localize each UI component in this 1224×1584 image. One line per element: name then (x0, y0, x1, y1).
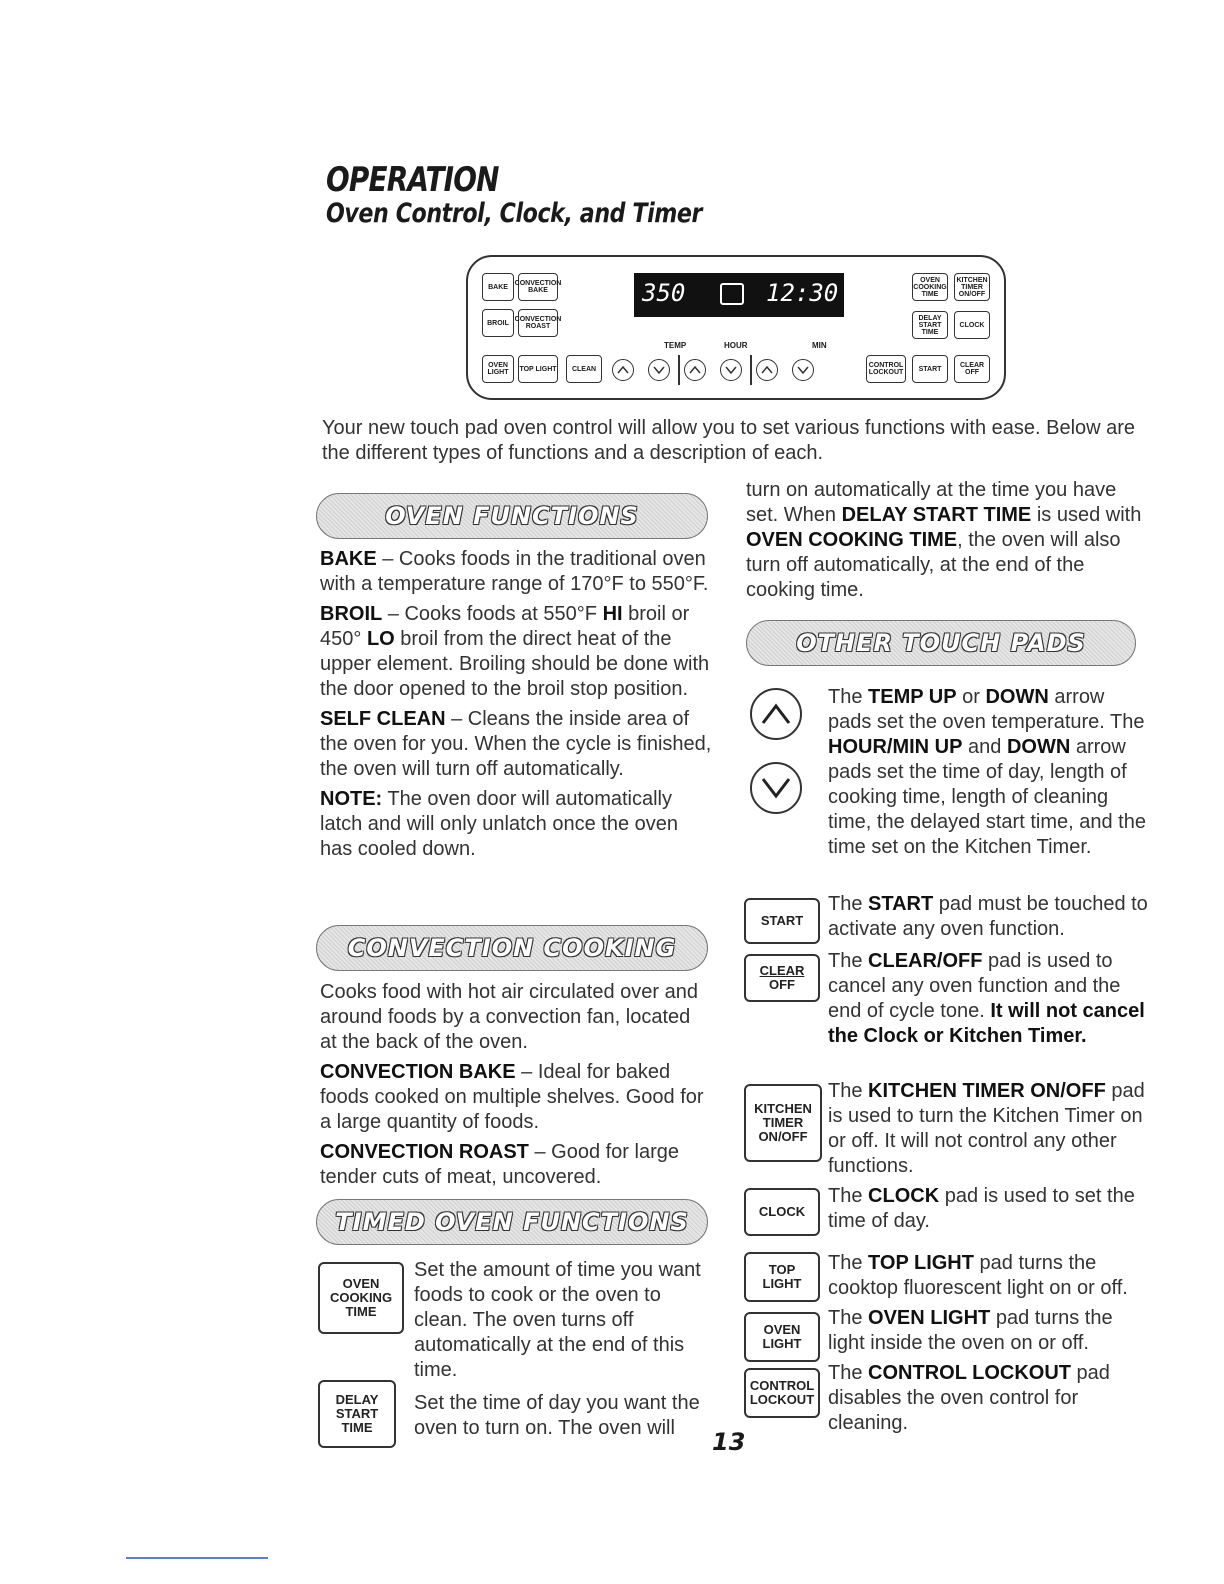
page-number: 13 (712, 1428, 746, 1456)
oven-functions-section (320, 547, 712, 867)
temp-label: TEMP (664, 341, 687, 350)
kitchen-timer-pad: KITCHEN TIMER ON/OFF (744, 1084, 822, 1162)
panel-start-pad: START (912, 355, 948, 383)
panel-convection-bake-pad: CONVECTION BAKE (518, 273, 558, 301)
hour-down-icon (720, 359, 742, 381)
delay-start-time-pad: DELAY START TIME (318, 1380, 396, 1448)
convection-roast-description: CONVECTION ROAST – Good for large tender cuts of meat, uncovered. (320, 1141, 679, 1188)
hour-label: HOUR (724, 341, 748, 350)
start-pad: START (744, 898, 820, 944)
delay-start-time-text: Set the time of day you want the oven to turn on. The oven will (414, 1392, 700, 1439)
self-clean-description: SELF CLEAN – Cleans the inside area of the oven for you. When the cycle is finished, the oven will turn off automatically. (320, 708, 712, 780)
temp-down-icon (648, 359, 670, 381)
delay-start-continued: turn on automatically at the time you have set. When DELAY START TIME is used with OVEN COOKING TIME, the oven will also turn off automatically, at the end of the cooking time. (746, 479, 1142, 601)
panel-delay-start-pad: DELAY START TIME (912, 311, 948, 339)
panel-broil-pad: BROIL (482, 309, 514, 337)
panel-clock-pad: CLOCK (954, 311, 990, 339)
arrow-pads-description: The TEMP UP or DOWN arrow pads set the oven temperature. The HOUR/MIN UP and DOWN arrow pads set the time of day, length of cooking time, length of cleaning time, the delayed start time, and the time set on the Kitchen Timer. (828, 686, 1146, 858)
oven-light-pad: OVEN LIGHT (744, 1312, 820, 1362)
up-arrow-icon (750, 688, 802, 740)
control-panel-illustration (466, 255, 1006, 400)
banner-other-touch-pads: OTHER TOUCH PADS (746, 620, 1136, 666)
min-label: MIN (812, 341, 827, 350)
panel-convection-roast-pad: CONVECTION ROAST (518, 309, 558, 337)
banner-timed-oven-functions: TIMED OVEN FUNCTIONS (316, 1199, 708, 1245)
footer-rule (126, 1557, 268, 1559)
banner-oven-functions: OVEN FUNCTIONS (316, 493, 708, 539)
top-light-pad: TOP LIGHT (744, 1252, 820, 1302)
min-down-icon (792, 359, 814, 381)
note-text: NOTE: The oven door will automatically latch and will only unlatch once the oven has cooled down. (320, 788, 679, 860)
panel-kitchen-timer-pad: KITCHEN TIMER ON/OFF (954, 273, 990, 301)
display-time: 12:30 (766, 279, 839, 307)
top-light-description: The TOP LIGHT pad turns the cooktop fluorescent light on or off. (828, 1252, 1128, 1299)
control-lockout-pad: CONTROL LOCKOUT (744, 1368, 820, 1418)
clock-description: The CLOCK pad is used to set the time of day. (828, 1185, 1135, 1232)
oven-cooking-time-pad: OVEN COOKING TIME (318, 1262, 404, 1334)
panel-bake-pad: BAKE (482, 273, 514, 301)
temp-up-icon (612, 359, 634, 381)
divider (678, 355, 680, 385)
down-arrow-icon (750, 762, 802, 814)
banner-convection-cooking: CONVECTION COOKING (316, 925, 708, 971)
panel-top-light-pad: TOP LIGHT (518, 355, 558, 383)
bake-description: BAKE – Cooks foods in the traditional oven with a temperature range of 170°F to 550°F. (320, 548, 709, 595)
kitchen-timer-description: The KITCHEN TIMER ON/OFF pad is used to turn the Kitchen Timer on or off. It will not control any other functions. (828, 1080, 1145, 1177)
intro-text: Your new touch pad oven control will allow you to set various functions with ease. Below are the different types of functions and a description of each. (322, 417, 1136, 464)
panel-clean-pad: CLEAN (566, 355, 602, 383)
panel-oven-cooking-time-pad: OVEN COOKING TIME (912, 273, 948, 301)
hour-up-icon (684, 359, 706, 381)
oven-cooking-time-text: Set the amount of time you want foods to cook or the oven to clean. The oven turns off automatically at the end of this time. (414, 1259, 701, 1381)
convection-intro: Cooks food with hot air circulated over and around foods by a convection fan, located at the back of the oven. (320, 981, 698, 1053)
convection-bake-description: CONVECTION BAKE – Ideal for baked foods cooked on multiple shelves. Good for a large quantity of foods. (320, 1061, 704, 1133)
clear-off-description: The CLEAR/OFF pad is used to cancel any oven function and the end of cycle tone. It will not cancel the Clock or Kitchen Timer. (828, 950, 1145, 1047)
panel-clear-off-pad: CLEAR OFF (954, 355, 990, 383)
min-up-icon (756, 359, 778, 381)
panel-oven-light-pad: OVEN LIGHT (482, 355, 514, 383)
display-temp: 350 (642, 279, 686, 307)
clock-pad: CLOCK (744, 1188, 820, 1236)
panel-control-lockout-pad: CONTROL LOCKOUT (866, 355, 906, 383)
section-title: OPERATION (326, 160, 499, 200)
panel-display (634, 273, 844, 317)
page-subtitle: Oven Control, Clock, and Timer (326, 198, 703, 229)
start-description: The START pad must be touched to activate any oven function. (828, 893, 1148, 940)
clear-off-pad: CLEAR OFF (744, 954, 820, 1002)
convection-section (320, 980, 712, 1195)
control-lockout-description: The CONTROL LOCKOUT pad disables the oven control for cleaning. (828, 1362, 1110, 1434)
broil-description: BROIL – Cooks foods at 550°F HI broil or 450° LO broil from the direct heat of the upper element. Broiling should be done with the door opened to the broil stop position. (320, 603, 710, 700)
oven-light-description: The OVEN LIGHT pad turns the light inside the oven on or off. (828, 1307, 1113, 1354)
divider (750, 355, 752, 385)
fan-icon (720, 283, 744, 305)
